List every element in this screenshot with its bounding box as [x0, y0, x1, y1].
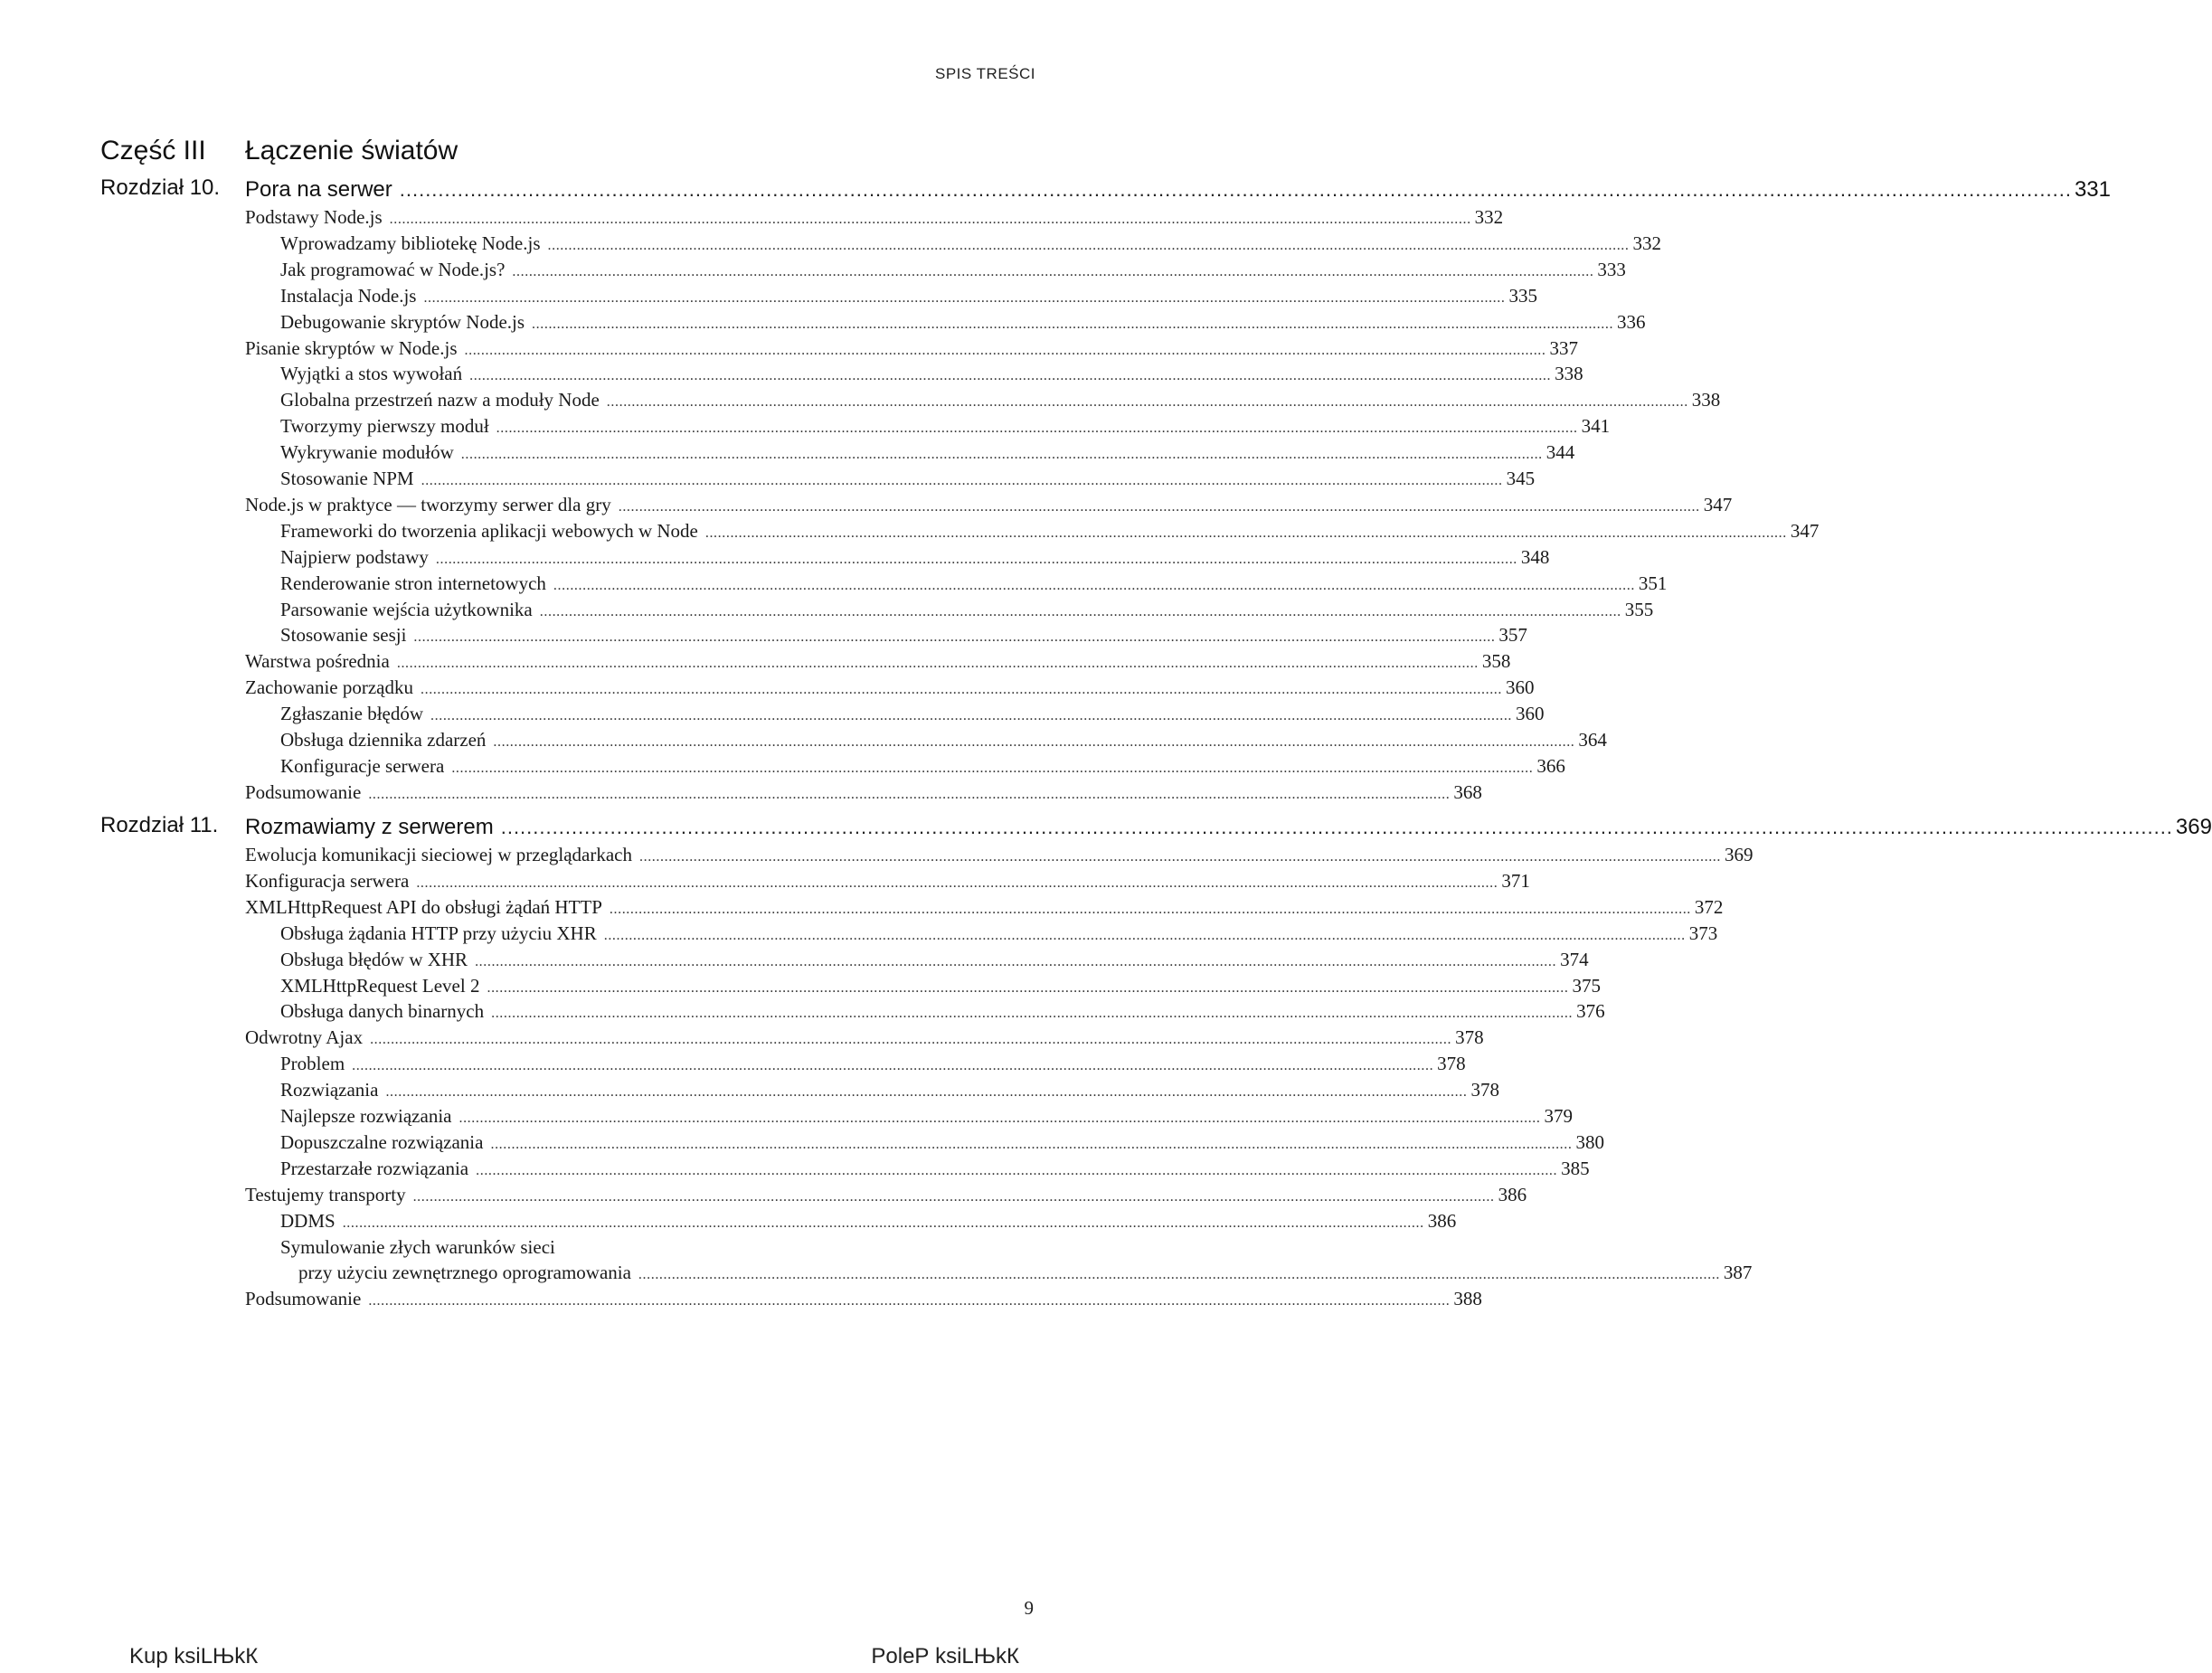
toc-entry-page: 369	[1725, 844, 1754, 865]
dot-leader: ....................................................................................................................................................................................................................................................................	[539, 603, 1621, 619]
dot-leader: ....................................................................................................................................................................................................................................................................	[370, 1032, 1452, 1048]
toc-entry-page: 376	[1576, 1000, 1605, 1023]
dot-leader: ....................................................................................................................................................................................................................................................................	[491, 1006, 1574, 1022]
toc-entry-page: 360	[1516, 703, 1545, 725]
dot-leader: ....................................................................................................................................................................................................................................................................	[352, 1058, 1434, 1074]
toc-entry-page: 380	[1575, 1130, 1604, 1153]
toc-entry-page: 371	[1501, 869, 1530, 892]
toc-entry-text: Zgłaszanie błędów	[280, 703, 424, 725]
toc-entry-text: Testujemy transporty	[245, 1183, 406, 1205]
dot-leader: ....................................................................................................................................................................................................................................................................	[609, 901, 1691, 917]
dot-leader: ....................................................................................................................................................................................................................................................................	[638, 1267, 1720, 1283]
part-number: Część III	[100, 136, 206, 165]
toc-entry[interactable]	[280, 415, 1611, 442]
toc-entry-text: Obsługa żądania HTTP przy użyciu XHR	[280, 922, 597, 944]
toc-entry[interactable]	[280, 363, 1583, 390]
toc-entry-page: 332	[1632, 232, 1661, 254]
toc-entry[interactable]	[245, 1183, 1527, 1211]
dot-leader: ....................................................................................................................................................................................................................................................................	[496, 421, 1578, 437]
toc-entry-page: 347	[1790, 519, 1820, 542]
toc-entry-text: DDMS	[280, 1209, 336, 1232]
toc-entry-page: 378	[1437, 1053, 1466, 1075]
toc-entry-text: Debugowanie skryptów Node.js	[280, 310, 525, 333]
toc-entry-page: 348	[1520, 545, 1550, 568]
dot-leader: ....................................................................................................................................................................................................................................................................	[368, 786, 1451, 802]
toc-entry-text: XMLHttpRequest API do obsługi żądań HTTP	[245, 895, 602, 918]
toc-entry-text: Pisanie skryptów w Node.js	[245, 336, 458, 359]
toc-entry-text: Wprowadzamy bibliotekę Node.js	[280, 232, 541, 254]
toc-entry-page: 332	[1474, 206, 1504, 228]
dot-leader: ....................................................................................................................................................................................................................................................................	[413, 629, 1496, 646]
toc-entry[interactable]	[280, 572, 1668, 600]
toc-entry-page: 386	[1498, 1183, 1527, 1205]
toc-entry[interactable]	[280, 1209, 1457, 1237]
dot-leader: ....................................................................................................................................................................................................................................................................	[476, 1162, 1558, 1178]
toc-entry-text: Jak programować w Node.js?	[280, 258, 506, 280]
dot-leader: ....................................................................................................................................................................................................................................................................	[547, 237, 1630, 253]
dot-leader: ....................................................................................................................................................................................................................................................................	[553, 577, 1635, 593]
toc-entry[interactable]	[280, 545, 1550, 573]
toc-entry[interactable]	[245, 895, 1724, 923]
chapter-title-row	[245, 177, 2111, 203]
toc-entry-page: 335	[1508, 284, 1537, 307]
toc-entry[interactable]	[245, 780, 1482, 808]
toc-entry[interactable]	[298, 1262, 1753, 1289]
toc-entry-page: 366	[1536, 754, 1565, 777]
toc-entry-text: Parsowanie wejścia użytkownika	[280, 598, 533, 620]
buy-book-link[interactable]: Kup ksiLЊkК	[129, 1644, 259, 1668]
toc-entry[interactable]	[280, 519, 1820, 547]
toc-entry[interactable]	[245, 1288, 1482, 1315]
toc-entry-page: 341	[1581, 415, 1611, 438]
chapter-page: 331	[2074, 177, 2111, 202]
dot-leader: ....................................................................................................................................................................................................................................................................	[469, 368, 1552, 384]
toc-entry[interactable]	[280, 1157, 1590, 1185]
chapter-label: Rozdział 11.	[100, 813, 219, 837]
dot-leader: ....................................................................................................................................................................................................................................................................	[451, 760, 1534, 776]
toc-entry-page: 373	[1688, 922, 1718, 944]
toc-entry[interactable]	[245, 676, 1535, 704]
toc-entry-page: 333	[1597, 258, 1626, 280]
toc-entry-text: Podstawy Node.js	[245, 206, 383, 228]
toc-entry-page: 351	[1638, 572, 1668, 594]
dot-leader: ....................................................................................................................................................................................................................................................................	[490, 1136, 1573, 1152]
toc-entry-text: Konfiguracja serwera	[245, 869, 410, 892]
chapter-label: Rozdział 10.	[100, 175, 221, 200]
toc-entry-page: 378	[1470, 1079, 1499, 1101]
toc-entry[interactable]	[245, 206, 1504, 233]
running-head: SPIS TREŚCI	[935, 65, 1035, 82]
dot-leader: ....................................................................................................................................................................................................................................................................	[423, 289, 1506, 306]
dot-leader: ....................................................................................................................................................................................................................................................................	[618, 498, 1700, 515]
toc-entry[interactable]	[280, 1079, 1499, 1106]
dot-leader: ....................................................................................................................................................................................................................................................................	[464, 342, 1546, 358]
dot-leader: ....................................................................................................................................................................................................................................................................	[512, 263, 1594, 279]
toc-entry-text: Globalna przestrzeń nazw a moduły Node	[280, 389, 600, 411]
toc-entry-page: 387	[1723, 1262, 1753, 1284]
toc-entry-text: Podsumowanie	[245, 780, 362, 803]
toc-entry-text: Obsługa błędów w XHR	[280, 948, 468, 970]
toc-entry-text: Wykrywanie modułów	[280, 441, 454, 464]
toc-entry-page: 374	[1560, 948, 1589, 970]
toc-entry[interactable]	[280, 258, 1626, 286]
toc-entry-text: Najlepsze rozwiązania	[280, 1105, 452, 1127]
dot-leader: ....................................................................................................................................................................................................................................................................	[500, 816, 2173, 838]
part-title: Łączenie światów	[245, 136, 458, 165]
toc-entry-text: Rozwiązania	[280, 1079, 379, 1101]
toc-entry-text: Przestarzałe rozwiązania	[280, 1157, 469, 1179]
toc-entry-page: 355	[1624, 598, 1654, 620]
toc-entry-continuation: przy użyciu zewnętrznego oprogramowania	[298, 1262, 631, 1284]
toc-entry-page: 388	[1453, 1288, 1482, 1310]
toc-entry-text: Frameworki do tworzenia aplikacji webowych w Node	[280, 519, 698, 542]
toc-entry-page: 378	[1455, 1026, 1484, 1049]
toc-entry-text: Obsługa danych binarnych	[280, 1000, 485, 1023]
toc-entry[interactable]	[280, 1130, 1604, 1158]
toc-entry-page: 347	[1703, 493, 1733, 515]
page-number: 9	[1024, 1597, 1034, 1619]
toc-entry-text: Konfiguracje serwera	[280, 754, 445, 777]
toc-entry-text: Dopuszczalne rozwiązania	[280, 1130, 484, 1153]
dot-leader: ....................................................................................................................................................................................................................................................................	[704, 525, 1787, 541]
dot-leader: ....................................................................................................................................................................................................................................................................	[412, 1188, 1495, 1205]
chapter-title-row	[245, 815, 2212, 840]
toc-entry-page: 360	[1506, 676, 1535, 699]
dot-leader: ....................................................................................................................................................................................................................................................................	[493, 734, 1575, 750]
toc-entry[interactable]	[280, 754, 1565, 782]
toc-entry-page: 386	[1427, 1209, 1457, 1232]
toc-entry[interactable]	[245, 650, 1511, 677]
toc-entry-text: Warstwa pośrednia	[245, 650, 390, 673]
dot-leader: ....................................................................................................................................................................................................................................................................	[639, 849, 1721, 865]
toc-entry-page: 379	[1544, 1105, 1573, 1127]
toc-entry[interactable]	[245, 493, 1733, 521]
dot-leader: ....................................................................................................................................................................................................................................................................	[368, 1293, 1451, 1309]
dot-leader: ....................................................................................................................................................................................................................................................................	[458, 1111, 1541, 1126]
toc-entry[interactable]	[280, 468, 1536, 495]
toc-entry-page: 345	[1506, 468, 1536, 489]
toc-entry[interactable]	[280, 922, 1718, 950]
dot-leader: ....................................................................................................................................................................................................................................................................	[421, 473, 1503, 488]
toc-entry-page: 385	[1561, 1157, 1590, 1179]
toc-entry[interactable]	[280, 232, 1661, 260]
dot-leader: ....................................................................................................................................................................................................................................................................	[416, 874, 1498, 891]
dot-leader: ....................................................................................................................................................................................................................................................................	[389, 212, 1471, 227]
toc-entry-page: 358	[1481, 650, 1511, 673]
toc-entry-text: Zachowanie porządku	[245, 676, 413, 699]
toc-entry[interactable]	[245, 869, 1530, 897]
dot-leader: ....................................................................................................................................................................................................................................................................	[430, 708, 1513, 724]
dot-leader: ....................................................................................................................................................................................................................................................................	[421, 682, 1502, 698]
toc-entry[interactable]	[245, 1026, 1484, 1054]
chapter-title: Pora na serwer	[245, 177, 392, 202]
chapter-heading[interactable]	[100, 811, 2212, 840]
toc-entry[interactable]	[280, 310, 1646, 338]
toc-entry[interactable]	[280, 948, 1589, 976]
dot-leader: ....................................................................................................................................................................................................................................................................	[475, 953, 1557, 969]
toc-entry-text: Najpierw podstawy	[280, 545, 429, 568]
toc-entry-text: Podsumowanie	[245, 1288, 362, 1310]
dot-leader: ....................................................................................................................................................................................................................................................................	[342, 1215, 1424, 1231]
toc-entry-text: Stosowanie NPM	[280, 468, 414, 489]
toc-entry-text: Instalacja Node.js	[280, 284, 417, 307]
toc-entry[interactable]	[280, 703, 1545, 730]
toc-entry-text: XMLHttpRequest Level 2	[280, 974, 480, 997]
toc-entry[interactable]	[280, 441, 1575, 468]
toc-entry-text: Stosowanie sesji	[280, 624, 407, 647]
toc-entry-page: 336	[1617, 310, 1646, 333]
toc-entry-page: 375	[1572, 974, 1601, 997]
toc-entry-text: Wyjątki a stos wywołań	[280, 363, 463, 385]
dot-leader: ....................................................................................................................................................................................................................................................................	[603, 927, 1686, 943]
dot-leader: ....................................................................................................................................................................................................................................................................	[399, 178, 2072, 201]
dot-leader: ....................................................................................................................................................................................................................................................................	[460, 447, 1543, 463]
toc-entry-text: Renderowanie stron internetowych	[280, 572, 546, 594]
toc-entry[interactable]	[280, 974, 1601, 1002]
toc-entry-page: 364	[1578, 729, 1607, 751]
toc-entry-page: 344	[1546, 441, 1575, 464]
toc-entry[interactable]	[280, 389, 1721, 416]
dot-leader: ....................................................................................................................................................................................................................................................................	[435, 551, 1517, 567]
chapter-page: 369	[2175, 815, 2212, 839]
toc-entry-text: Tworzymy pierwszy moduł	[280, 415, 489, 438]
toc-entry-page: 337	[1549, 336, 1578, 359]
toc-entry[interactable]	[245, 844, 1754, 871]
toc-entry[interactable]	[280, 598, 1654, 626]
toc-entry-page: 338	[1691, 389, 1721, 411]
toc-entry[interactable]	[280, 1000, 1605, 1027]
toc-entry-text: Node.js w praktyce — tworzymy serwer dla gry	[245, 493, 611, 515]
toc-entry-page: 368	[1453, 780, 1482, 803]
toc-entry-text: Odwrotny Ajax	[245, 1026, 364, 1049]
toc-entry-text: Ewolucja komunikacji sieciowej w przeglądarkach	[245, 844, 632, 865]
toc-entry-page: 372	[1694, 895, 1724, 918]
dot-leader: ....................................................................................................................................................................................................................................................................	[487, 979, 1569, 996]
dot-leader: ....................................................................................................................................................................................................................................................................	[385, 1084, 1468, 1101]
toc-entry[interactable]	[280, 1053, 1466, 1080]
toc-entry-text: Problem	[280, 1053, 345, 1075]
chapter-title: Rozmawiamy z serwerem	[245, 815, 494, 839]
toc-entry-text: Obsługa dziennika zdarzeń	[280, 729, 487, 751]
toc-entry-page: 338	[1555, 363, 1583, 385]
toc-entry[interactable]	[245, 336, 1578, 364]
toc-entry[interactable]	[280, 284, 1537, 312]
dot-leader: ....................................................................................................................................................................................................................................................................	[396, 656, 1479, 672]
toc-entry[interactable]	[280, 624, 1527, 651]
dot-leader: ....................................................................................................................................................................................................................................................................	[606, 394, 1688, 411]
recommend-book-link[interactable]: PoleР ksiLЊkК	[871, 1644, 1019, 1668]
toc-entry[interactable]	[280, 729, 1607, 756]
chapter-heading[interactable]	[100, 174, 2111, 203]
dot-leader: ....................................................................................................................................................................................................................................................................	[532, 316, 1614, 332]
toc-entry-page: 357	[1498, 624, 1527, 647]
toc-entry[interactable]	[280, 1105, 1573, 1132]
toc-entry-text: Symulowanie złych warunków sieci	[280, 1235, 555, 1258]
